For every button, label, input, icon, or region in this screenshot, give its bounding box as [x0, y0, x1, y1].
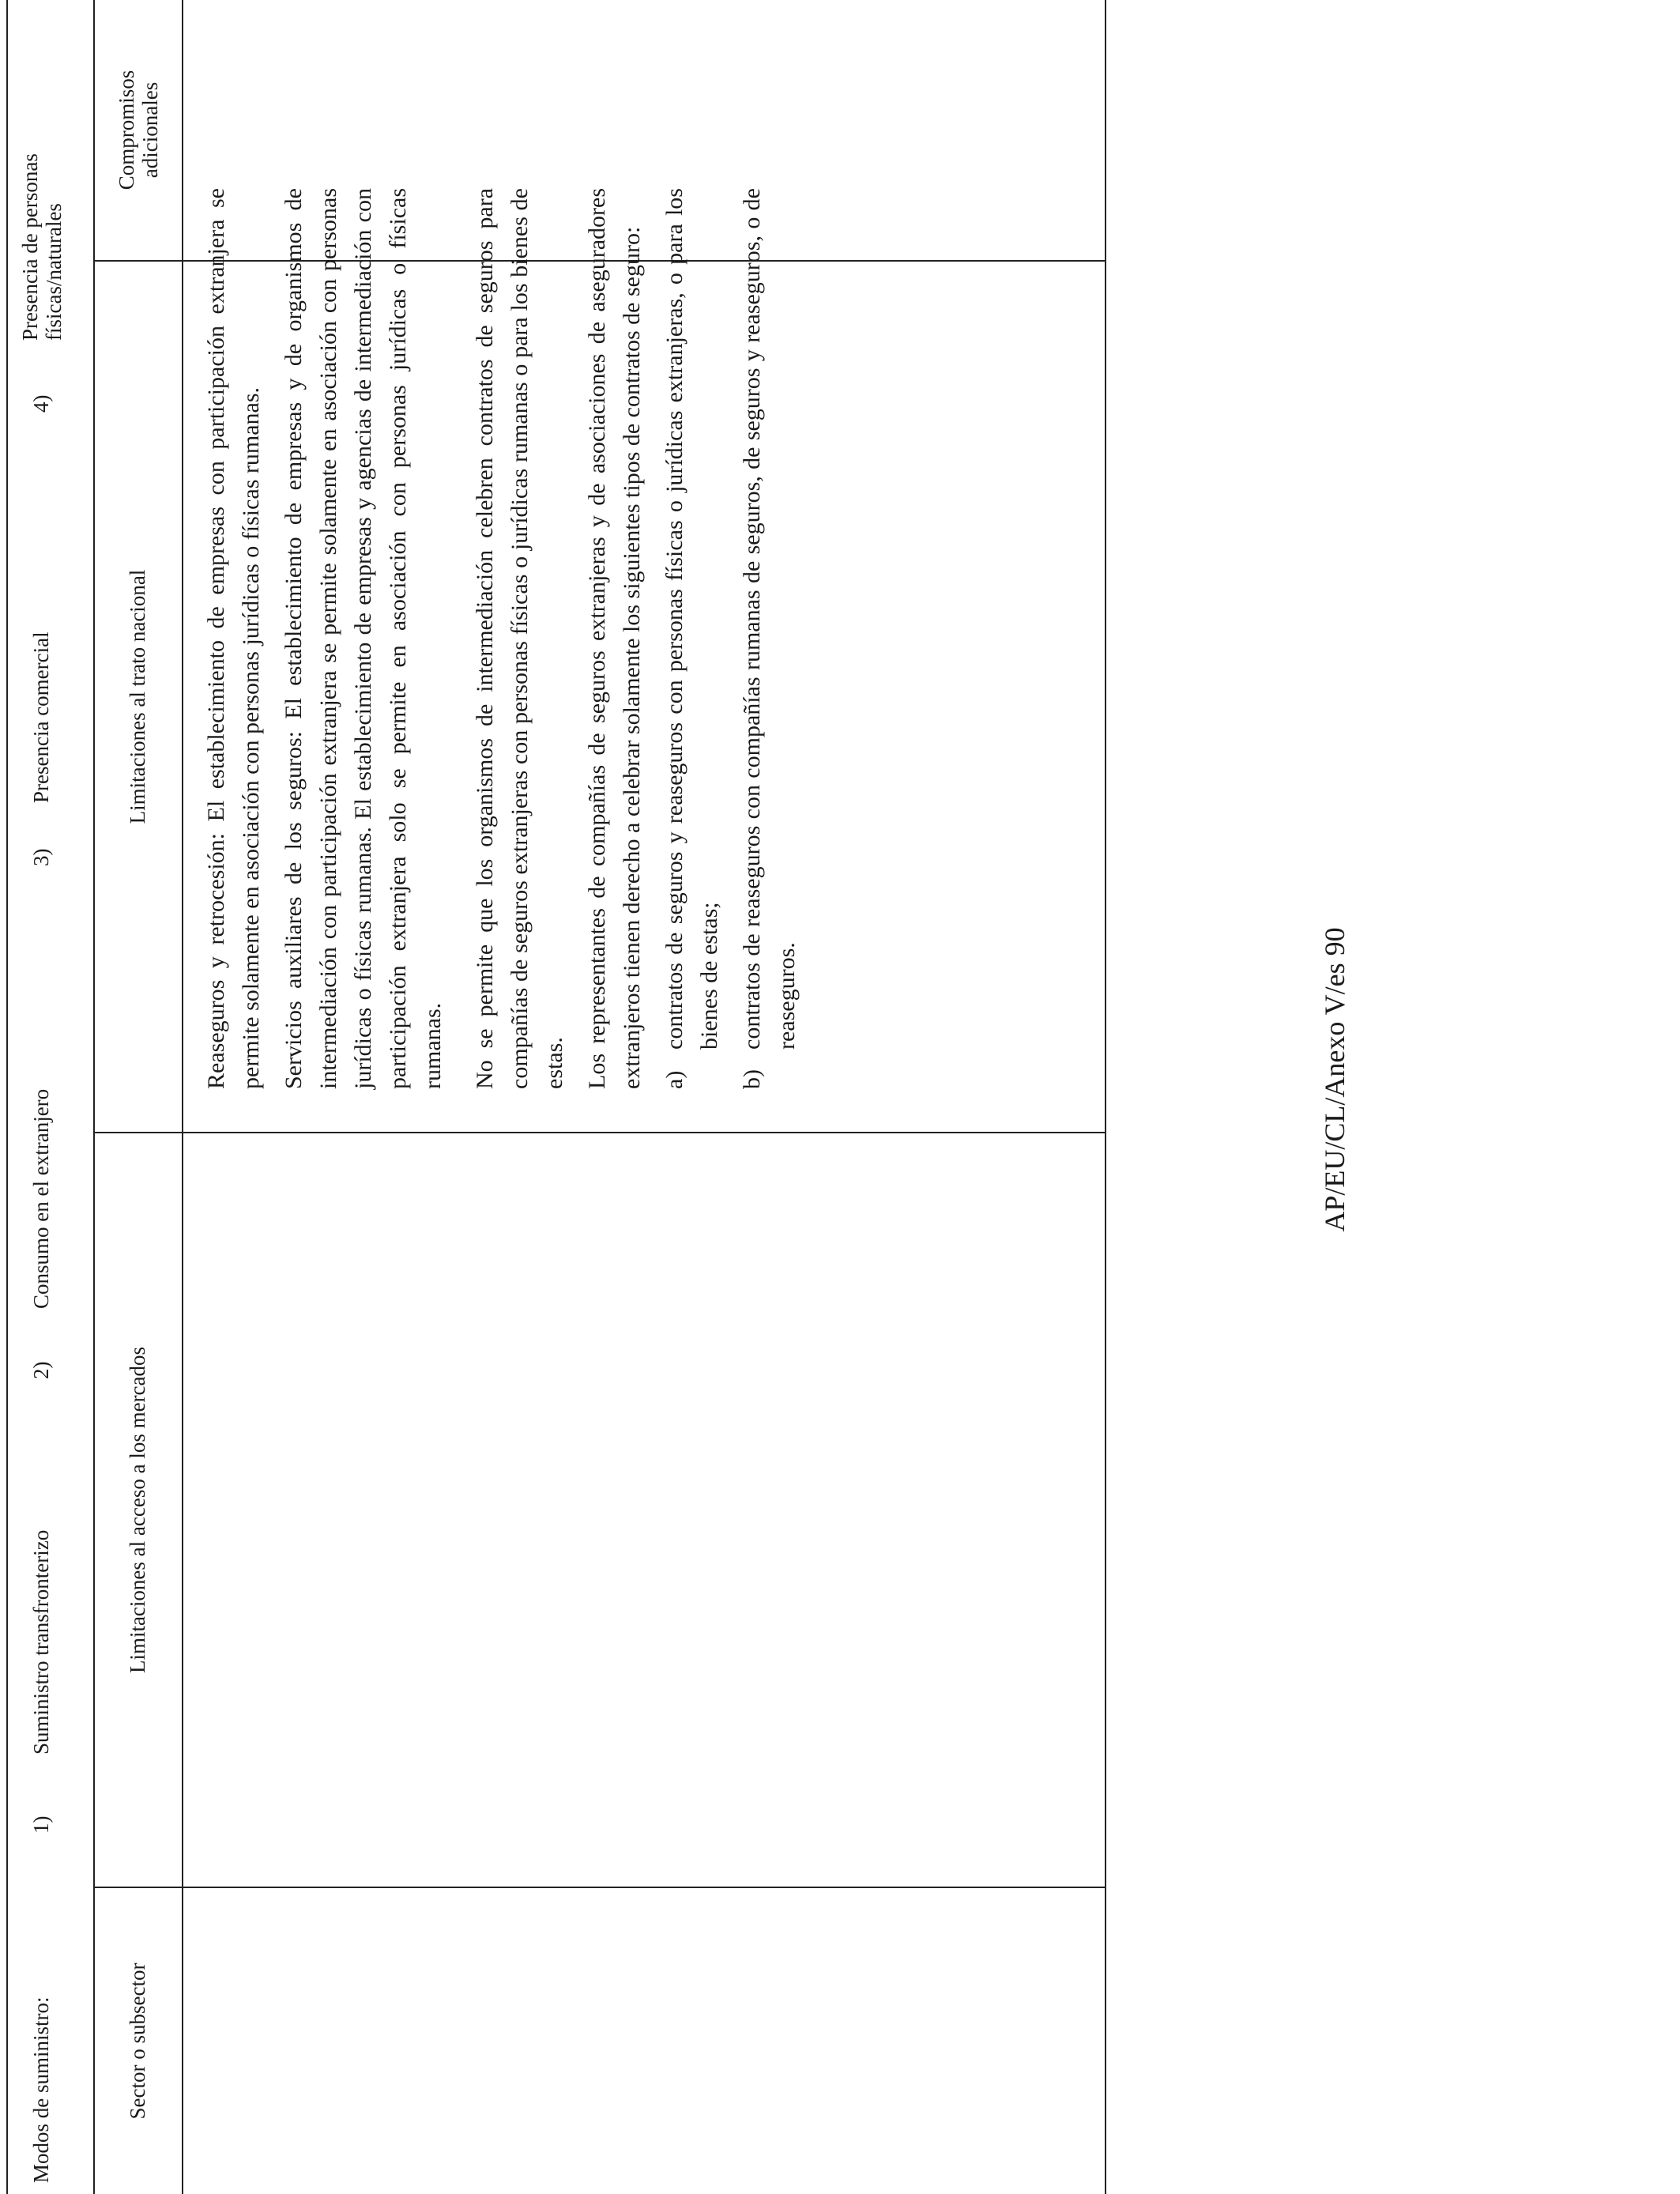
table-top-border — [6, 0, 8, 2194]
column-header-bottom-border — [182, 0, 183, 2194]
mode1-label: Suministro transfronterizo — [29, 1529, 53, 1755]
mode3-number: 3) — [29, 848, 53, 866]
mode4-number: 4) — [29, 394, 53, 413]
sector-column-divider — [93, 1887, 1106, 1888]
list-text-b: contratos de reaseguros con compañías rumanas de seguros, de seguros y reaseguros, o de reaseguros. — [739, 188, 800, 1050]
reinsurance-paragraph: Reaseguros y retrocesión: El establecimiento de empresas con participación extranjera se permite solamente en asociación con personas jurídicas o físicas rumanas. — [203, 188, 264, 1089]
market-access-column-divider — [93, 1132, 1106, 1133]
modes-label: Modos de suministro: — [29, 1996, 53, 2183]
list-item-b — [735, 188, 804, 1089]
sector-column-header: Sector o subsector — [126, 1962, 149, 2120]
mode3-label: Presencia comercial — [29, 631, 53, 803]
document-reference: AP/EU/CL/Anexo V/es 90 — [1319, 927, 1350, 1232]
market-access-content — [199, 188, 812, 1089]
additional-commitments-header-line2: adicionales — [138, 81, 162, 179]
list-text-a: contratos de seguros y reaseguros con personas físicas o jurídicas extranjeras, o para los bienes de estas; — [661, 188, 722, 1050]
intermediation-paragraph: No se permite que los organismos de intermediación celebren contratos de seguros para compañías de seguros extranjeras con personas físicas o jurídicas rumanas o para los bienes de estas. — [472, 188, 567, 1089]
mode4-label-line1: Presencia de personas — [18, 153, 42, 341]
list-marker-a: a) — [661, 1070, 687, 1089]
header-bottom-border — [93, 0, 95, 2194]
additional-commitments-header-line1: Compromisos — [115, 70, 138, 190]
auxiliary-services-paragraph: Servicios auxiliares de los seguros: El establecimiento de empresas y de organismos de intermediación con participación extranjera se permite solamente en asociación con personas jurídicas o físicas rumanas. El establecimiento de empresas y agencias de intermediación con participación extranjera solo se permite en asociación con personas jurídicas o físicas rumanas. — [281, 188, 446, 1089]
mode1-number: 1) — [29, 1815, 53, 1834]
list-marker-b: b) — [739, 1069, 765, 1089]
mode2-label: Consumo en el extranjero — [29, 1088, 53, 1309]
market-access-column-header: Limitaciones al acceso a los mercados — [126, 1346, 149, 1674]
list-item-a — [657, 188, 727, 1089]
mode4-label-line2: físicas/naturales — [42, 203, 66, 341]
table-bottom-border — [1105, 0, 1106, 2194]
national-treatment-column-header: Limitaciones al trato nacional — [126, 569, 149, 824]
representatives-paragraph: Los representantes de compañías de seguros extranjeras y de asociaciones de aseguradores extranjeros tienen derecho a celebrar solamente los siguientes tipos de contratos de seguro: — [584, 188, 645, 1089]
mode2-number: 2) — [29, 1361, 53, 1379]
